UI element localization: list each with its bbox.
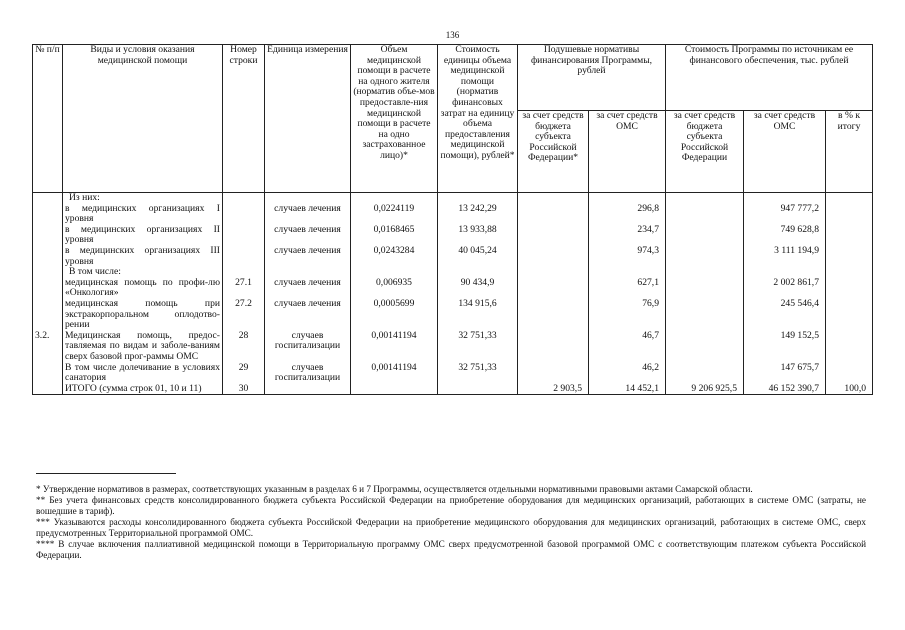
cell-volume: 0,006935 bbox=[351, 278, 438, 299]
cell-num bbox=[33, 193, 63, 204]
cell-volume bbox=[351, 193, 438, 204]
table-row bbox=[33, 384, 873, 395]
header-per-capita: Подушевые нормативы финансирования Программы, рублей bbox=[518, 45, 666, 111]
cell-pc-budget bbox=[518, 225, 589, 246]
footnotes bbox=[36, 484, 866, 561]
footnote: *** Указываются расходы консолидированного бюджета субъекта Российской Федерации на приобретение медицинского оборудования для медицинских организаций, работающих в системе ОМС, сверх предусмотренных Территориальной программой ОМС. bbox=[36, 517, 866, 538]
header-per-capita-oms: за счет средств ОМС bbox=[589, 111, 666, 193]
header-kind: Виды и условия оказания медицинской помощи bbox=[63, 45, 223, 193]
cell-name: В том числе: bbox=[63, 267, 223, 278]
cell-volume: 0,0005699 bbox=[351, 299, 438, 331]
cell-unit: случаев лечения bbox=[265, 299, 351, 331]
table-row bbox=[33, 278, 873, 299]
table-row bbox=[33, 204, 873, 225]
cell-pc-budget bbox=[518, 204, 589, 225]
cell-pc-budget bbox=[518, 267, 589, 278]
cell-num bbox=[33, 225, 63, 246]
cell-prog-budget: 9 206 925,5 bbox=[666, 384, 744, 395]
cell-num bbox=[33, 246, 63, 267]
cell-name: медицинская помощь по профи-лю «Онкология» bbox=[63, 278, 223, 299]
cell-row bbox=[223, 225, 265, 246]
table-body bbox=[33, 193, 873, 395]
cell-row bbox=[223, 204, 265, 225]
header-program-oms: за счет средств ОМС bbox=[744, 111, 826, 193]
header-per-capita-budget: за счет средств бюджета субъекта Российской Федерации* bbox=[518, 111, 589, 193]
cell-volume: 0,0243284 bbox=[351, 246, 438, 267]
cell-volume: 0,00141194 bbox=[351, 331, 438, 363]
cell-cost bbox=[438, 193, 518, 204]
cell-prog-oms: 749 628,8 bbox=[744, 225, 826, 246]
cell-cost: 13 933,88 bbox=[438, 225, 518, 246]
cell-prog-oms: 245 546,4 bbox=[744, 299, 826, 331]
cell-row bbox=[223, 246, 265, 267]
cell-pc-oms: 46,2 bbox=[589, 363, 666, 384]
cell-row: 29 bbox=[223, 363, 265, 384]
cell-prog-budget bbox=[666, 299, 744, 331]
cell-pc-oms: 46,7 bbox=[589, 331, 666, 363]
table-row bbox=[33, 225, 873, 246]
cell-cost: 90 434,9 bbox=[438, 278, 518, 299]
cell-unit: случаев лечения bbox=[265, 204, 351, 225]
cell-prog-oms: 2 002 861,7 bbox=[744, 278, 826, 299]
cell-name: В том числе долечивание в условиях санатория bbox=[63, 363, 223, 384]
cell-prog-oms: 46 152 390,7 bbox=[744, 384, 826, 395]
cell-unit bbox=[265, 384, 351, 395]
cell-num bbox=[33, 278, 63, 299]
cell-pc-budget bbox=[518, 331, 589, 363]
cell-pct: 100,0 bbox=[826, 384, 873, 395]
cell-name: Из них: bbox=[63, 193, 223, 204]
cell-pc-budget bbox=[518, 193, 589, 204]
cell-prog-budget bbox=[666, 363, 744, 384]
cell-volume bbox=[351, 384, 438, 395]
cell-cost: 32 751,33 bbox=[438, 363, 518, 384]
cell-pc-oms bbox=[589, 193, 666, 204]
cell-num bbox=[33, 384, 63, 395]
cell-pc-oms: 974,3 bbox=[589, 246, 666, 267]
header-unit: Единица измерения bbox=[265, 45, 351, 193]
cell-pc-oms: 234,7 bbox=[589, 225, 666, 246]
cell-pc-oms: 76,9 bbox=[589, 299, 666, 331]
cell-unit: случаев лечения bbox=[265, 225, 351, 246]
table-row bbox=[33, 299, 873, 331]
table-row bbox=[33, 363, 873, 384]
footnote: * Утверждение нормативов в размерах, соответствующих указанным в разделах 6 и 7 Программы, осуществляется отдельными нормативными правовыми актами Самарской области. bbox=[36, 484, 753, 494]
cell-pct bbox=[826, 267, 873, 278]
cell-prog-budget bbox=[666, 225, 744, 246]
cell-unit: случаев лечения bbox=[265, 246, 351, 267]
cell-pct bbox=[826, 246, 873, 267]
page-number: 136 bbox=[445, 30, 460, 40]
cell-prog-budget bbox=[666, 246, 744, 267]
cell-row: 28 bbox=[223, 331, 265, 363]
cell-pc-oms: 14 452,1 bbox=[589, 384, 666, 395]
cell-row: 27.1 bbox=[223, 278, 265, 299]
cell-cost: 32 751,33 bbox=[438, 331, 518, 363]
cell-unit: случаев госпитализации bbox=[265, 331, 351, 363]
cell-row: 30 bbox=[223, 384, 265, 395]
cell-num: 3.2. bbox=[33, 331, 63, 363]
cell-prog-budget bbox=[666, 204, 744, 225]
cell-name: Медицинская помощь, предос-тавляемая по видам и заболе-ваниям сверх базовой прог-раммы ОМС bbox=[63, 331, 223, 363]
cell-unit: случаев лечения bbox=[265, 278, 351, 299]
program-cost-table bbox=[32, 44, 873, 395]
header-unit-cost: Стоимость единицы объема медицинской помощи (норматив финансовых затрат на единицу объема предоставления медицинской помощи), рублей* bbox=[438, 45, 518, 193]
header-num: № п/п bbox=[33, 45, 63, 193]
table-row bbox=[33, 246, 873, 267]
cell-prog-oms: 147 675,7 bbox=[744, 363, 826, 384]
cell-cost: 40 045,24 bbox=[438, 246, 518, 267]
cell-prog-oms bbox=[744, 193, 826, 204]
cell-num bbox=[33, 363, 63, 384]
cell-unit: случаев госпитализации bbox=[265, 363, 351, 384]
cell-pct bbox=[826, 204, 873, 225]
cell-pc-budget bbox=[518, 246, 589, 267]
cell-name: медицинская помощь при экстракорпоральном оплодотво-рении bbox=[63, 299, 223, 331]
cell-pct bbox=[826, 331, 873, 363]
header-volume: Объем медицинской помощи в расчете на одного жителя (норматив объе-мов предоставле-ния медицинской помощи в расчете на одно застрахованное лицо)* bbox=[351, 45, 438, 193]
header-program-percent: в % к итогу bbox=[826, 111, 873, 193]
cell-volume: 0,00141194 bbox=[351, 363, 438, 384]
header-row-number: Номер строки bbox=[223, 45, 265, 193]
cell-prog-budget bbox=[666, 267, 744, 278]
cell-row: 27.2 bbox=[223, 299, 265, 331]
cell-pct bbox=[826, 193, 873, 204]
cell-prog-budget bbox=[666, 278, 744, 299]
cell-cost: 13 242,29 bbox=[438, 204, 518, 225]
cell-prog-oms: 3 111 194,9 bbox=[744, 246, 826, 267]
cell-unit bbox=[265, 193, 351, 204]
cell-pct bbox=[826, 278, 873, 299]
cell-pc-budget bbox=[518, 363, 589, 384]
footnote-separator bbox=[36, 473, 176, 474]
cell-cost: 134 915,6 bbox=[438, 299, 518, 331]
footnote: **** В случае включения паллиативной медицинской помощи в Территориальную программу ОМС сверх предусмотренной базовой программой ОМС с соответствующим платежом субъекта Российской Федерации. bbox=[36, 539, 866, 560]
cell-num bbox=[33, 299, 63, 331]
cell-cost bbox=[438, 384, 518, 395]
cell-pct bbox=[826, 363, 873, 384]
table-row bbox=[33, 331, 873, 363]
cell-name: в медицинских организациях III уровня bbox=[63, 246, 223, 267]
cell-volume: 0,0224119 bbox=[351, 204, 438, 225]
cell-pc-budget bbox=[518, 278, 589, 299]
cell-name: в медицинских организациях II уровня bbox=[63, 225, 223, 246]
cell-num bbox=[33, 267, 63, 278]
cell-pc-budget: 2 903,5 bbox=[518, 384, 589, 395]
cell-num bbox=[33, 204, 63, 225]
cell-pc-oms: 296,8 bbox=[589, 204, 666, 225]
cell-pc-oms: 627,1 bbox=[589, 278, 666, 299]
cell-name: ИТОГО (сумма строк 01, 10 и 11) bbox=[63, 384, 223, 395]
header-program-cost: Стоимость Программы по источникам ее финансового обеспечения, тыс. рублей bbox=[666, 45, 873, 111]
cell-prog-oms: 149 152,5 bbox=[744, 331, 826, 363]
footnote: ** Без учета финансовых средств консолидированного бюджета субъекта Российской Федерации на приобретение оборудования для медицинских организаций, работающих в системе ОМС (затраты, не вошедшие в тариф). bbox=[36, 495, 866, 516]
cell-row bbox=[223, 193, 265, 204]
cell-pct bbox=[826, 299, 873, 331]
cell-prog-budget bbox=[666, 193, 744, 204]
cell-name: в медицинских организациях I уровня bbox=[63, 204, 223, 225]
cell-prog-budget bbox=[666, 331, 744, 363]
cell-volume: 0,0168465 bbox=[351, 225, 438, 246]
table-row bbox=[33, 193, 873, 204]
header-program-budget: за счет средств бюджета субъекта Российской Федерации bbox=[666, 111, 744, 193]
cell-pct bbox=[826, 225, 873, 246]
cell-pc-budget bbox=[518, 299, 589, 331]
cell-prog-oms: 947 777,2 bbox=[744, 204, 826, 225]
